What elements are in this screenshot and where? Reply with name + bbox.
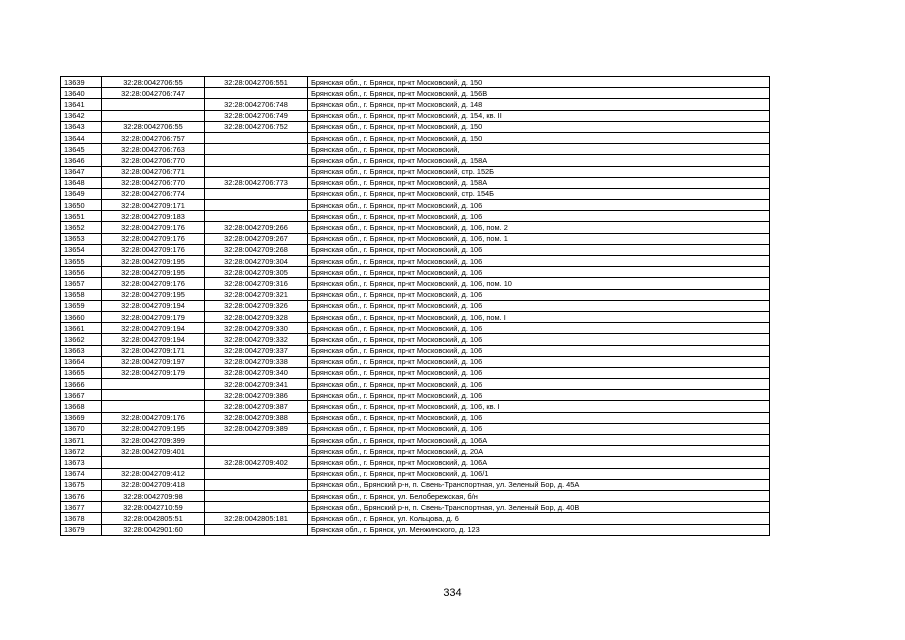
row-number-cell: 13650 [61,200,102,211]
table-row [61,423,770,434]
table-row [61,132,770,143]
row-number-cell: 13667 [61,390,102,401]
object-cadastral-number-cell [205,88,308,99]
table-row [61,479,770,490]
address-cell: Брянская обл., г. Брянск, пр-кт Московский, д. 106 [308,300,770,311]
row-number-cell: 13639 [61,77,102,88]
object-cadastral-number-cell: 32:28:0042709:330 [205,323,308,334]
row-number-cell: 13666 [61,379,102,390]
address-cell: Брянская обл., г. Брянск, пр-кт Московский, д. 106 [308,244,770,255]
table-row [61,233,770,244]
address-cell: Брянская обл., г. Брянск, пр-кт Московский, д. 154, кв. II [308,110,770,121]
table-row [61,490,770,501]
row-number-cell: 13647 [61,166,102,177]
land-cadastral-number-cell [102,99,205,110]
table-row [61,300,770,311]
object-cadastral-number-cell [205,155,308,166]
table-row [61,256,770,267]
row-number-cell: 13669 [61,412,102,423]
land-cadastral-number-cell [102,379,205,390]
table-row [61,457,770,468]
address-cell: Брянская обл., г. Брянск, ул. Кольцова, д. 6 [308,513,770,524]
object-cadastral-number-cell: 32:28:0042709:387 [205,401,308,412]
table-row [61,155,770,166]
table-row [61,77,770,88]
land-cadastral-number-cell: 32:28:0042709:195 [102,256,205,267]
table-row [61,356,770,367]
row-number-cell: 13646 [61,155,102,166]
land-cadastral-number-cell: 32:28:0042710:59 [102,502,205,513]
row-number-cell: 13671 [61,435,102,446]
object-cadastral-number-cell: 32:28:0042706:752 [205,121,308,132]
table-row [61,323,770,334]
table-row [61,345,770,356]
land-cadastral-number-cell: 32:28:0042709:179 [102,311,205,322]
land-cadastral-number-cell: 32:28:0042709:171 [102,345,205,356]
object-cadastral-number-cell [205,524,308,535]
object-cadastral-number-cell [205,211,308,222]
table-row [61,334,770,345]
address-cell: Брянская обл., г. Брянск, пр-кт Московский, д. 106А [308,457,770,468]
address-cell: Брянская обл., г. Брянск, пр-кт Московский, д. 106, пом. I [308,311,770,322]
land-cadastral-number-cell: 32:28:0042709:176 [102,222,205,233]
row-number-cell: 13645 [61,144,102,155]
row-number-cell: 13661 [61,323,102,334]
land-cadastral-number-cell: 32:28:0042709:176 [102,412,205,423]
object-cadastral-number-cell [205,200,308,211]
object-cadastral-number-cell: 32:28:0042706:748 [205,99,308,110]
table-row [61,367,770,378]
land-cadastral-number-cell: 32:28:0042709:194 [102,300,205,311]
address-cell: Брянская обл., г. Брянск, пр-кт Московский, [308,144,770,155]
land-cadastral-number-cell: 32:28:0042709:194 [102,323,205,334]
address-cell: Брянская обл., г. Брянск, пр-кт Московский, д. 106 [308,323,770,334]
object-cadastral-number-cell: 32:28:0042805:181 [205,513,308,524]
address-cell: Брянская обл., г. Брянск, пр-кт Московский, д. 158А [308,155,770,166]
land-cadastral-number-cell [102,457,205,468]
address-cell: Брянская обл., г. Брянск, пр-кт Московский, д. 158А [308,177,770,188]
row-number-cell: 13643 [61,121,102,132]
address-cell: Брянская обл., г. Брянск, пр-кт Московский, д. 106 [308,289,770,300]
address-cell: Брянская обл., г. Брянск, пр-кт Московский, д. 106 [308,256,770,267]
object-cadastral-number-cell: 32:28:0042709:386 [205,390,308,401]
table-row [61,200,770,211]
land-cadastral-number-cell: 32:28:0042805:51 [102,513,205,524]
table-row [61,311,770,322]
row-number-cell: 13653 [61,233,102,244]
address-cell: Брянская обл., г. Брянск, пр-кт Московский, д. 106 [308,356,770,367]
row-number-cell: 13659 [61,300,102,311]
row-number-cell: 13640 [61,88,102,99]
object-cadastral-number-cell: 32:28:0042709:337 [205,345,308,356]
land-cadastral-number-cell: 32:28:0042709:418 [102,479,205,490]
address-cell: Брянская обл., г. Брянск, пр-кт Московский, д. 106 [308,211,770,222]
land-cadastral-number-cell: 32:28:0042706:757 [102,132,205,143]
object-cadastral-number-cell [205,468,308,479]
object-cadastral-number-cell: 32:28:0042709:267 [205,233,308,244]
table-row [61,177,770,188]
object-cadastral-number-cell: 32:28:0042709:304 [205,256,308,267]
address-cell: Брянская обл., г. Брянск, пр-кт Московский, д. 106 [308,367,770,378]
land-cadastral-number-cell: 32:28:0042709:195 [102,423,205,434]
row-number-cell: 13677 [61,502,102,513]
object-cadastral-number-cell: 32:28:0042709:332 [205,334,308,345]
row-number-cell: 13649 [61,188,102,199]
object-cadastral-number-cell: 32:28:0042706:551 [205,77,308,88]
table-row [61,121,770,132]
row-number-cell: 13657 [61,278,102,289]
table-body [61,77,770,536]
address-cell: Брянская обл., г. Брянск, пр-кт Московский, стр. 152Б [308,166,770,177]
address-cell: Брянская обл., г. Брянск, пр-кт Московский, д. 150 [308,121,770,132]
table-row [61,222,770,233]
table-row [61,513,770,524]
land-cadastral-number-cell: 32:28:0042706:770 [102,155,205,166]
address-cell: Брянская обл., г. Брянск, пр-кт Московский, д. 106, пом. 2 [308,222,770,233]
land-cadastral-number-cell: 32:28:0042709:171 [102,200,205,211]
land-cadastral-number-cell: 32:28:0042709:399 [102,435,205,446]
row-number-cell: 13670 [61,423,102,434]
row-number-cell: 13660 [61,311,102,322]
land-cadastral-number-cell: 32:28:0042709:412 [102,468,205,479]
address-cell: Брянская обл., г. Брянск, пр-кт Московский, д. 106 [308,390,770,401]
object-cadastral-number-cell: 32:28:0042709:321 [205,289,308,300]
table-row [61,99,770,110]
table-row [61,88,770,99]
table-row [61,278,770,289]
object-cadastral-number-cell [205,502,308,513]
row-number-cell: 13651 [61,211,102,222]
land-cadastral-number-cell: 32:28:0042709:98 [102,490,205,501]
address-cell: Брянская обл., г. Брянск, пр-кт Московский, д. 106 [308,412,770,423]
object-cadastral-number-cell: 32:28:0042709:316 [205,278,308,289]
row-number-cell: 13662 [61,334,102,345]
row-number-cell: 13665 [61,367,102,378]
object-cadastral-number-cell: 32:28:0042709:389 [205,423,308,434]
page-number: 334 [443,587,462,599]
table-row [61,144,770,155]
address-cell: Брянская обл., Брянский р-н, п. Свень-Транспортная, ул. Зеленый Бор, д. 40В [308,502,770,513]
object-cadastral-number-cell: 32:28:0042709:338 [205,356,308,367]
table-row [61,379,770,390]
row-number-cell: 13641 [61,99,102,110]
object-cadastral-number-cell [205,479,308,490]
object-cadastral-number-cell [205,490,308,501]
land-cadastral-number-cell: 32:28:0042706:55 [102,77,205,88]
table-row [61,446,770,457]
land-cadastral-number-cell: 32:28:0042709:401 [102,446,205,457]
land-cadastral-number-cell: 32:28:0042706:747 [102,88,205,99]
land-cadastral-number-cell: 32:28:0042706:55 [102,121,205,132]
address-cell: Брянская обл., г. Брянск, ул. Белобережская, б/н [308,490,770,501]
object-cadastral-number-cell: 32:28:0042709:266 [205,222,308,233]
table-row [61,211,770,222]
row-number-cell: 13658 [61,289,102,300]
row-number-cell: 13676 [61,490,102,501]
land-cadastral-number-cell: 32:28:0042706:771 [102,166,205,177]
address-cell: Брянская обл., г. Брянск, пр-кт Московский, д. 106 [308,200,770,211]
address-cell: Брянская обл., г. Брянск, пр-кт Московский, д. 106, пом. 1 [308,233,770,244]
address-cell: Брянская обл., г. Брянск, пр-кт Московский, д. 156В [308,88,770,99]
land-cadastral-number-cell: 32:28:0042901:60 [102,524,205,535]
row-number-cell: 13655 [61,256,102,267]
table-row [61,289,770,300]
object-cadastral-number-cell: 32:28:0042709:326 [205,300,308,311]
table-row [61,435,770,446]
address-cell: Брянская обл., г. Брянск, пр-кт Московский, д. 106А [308,435,770,446]
table-row [61,166,770,177]
object-cadastral-number-cell [205,435,308,446]
table-row [61,468,770,479]
land-cadastral-number-cell: 32:28:0042709:197 [102,356,205,367]
address-cell: Брянская обл., г. Брянск, пр-кт Московский, д. 106 [308,267,770,278]
row-number-cell: 13679 [61,524,102,535]
row-number-cell: 13654 [61,244,102,255]
object-cadastral-number-cell [205,144,308,155]
land-cadastral-number-cell: 32:28:0042709:176 [102,233,205,244]
object-cadastral-number-cell [205,446,308,457]
address-cell: Брянская обл., г. Брянск, пр-кт Московский, д. 106 [308,379,770,390]
row-number-cell: 13675 [61,479,102,490]
table-row [61,188,770,199]
object-cadastral-number-cell: 32:28:0042709:340 [205,367,308,378]
object-cadastral-number-cell: 32:28:0042709:268 [205,244,308,255]
object-cadastral-number-cell [205,188,308,199]
land-cadastral-number-cell [102,110,205,121]
row-number-cell: 13656 [61,267,102,278]
object-cadastral-number-cell: 32:28:0042709:328 [205,311,308,322]
land-cadastral-number-cell: 32:28:0042709:194 [102,334,205,345]
table-row [61,502,770,513]
row-number-cell: 13663 [61,345,102,356]
address-cell: Брянская обл., Брянский р-н, п. Свень-Транспортная, ул. Зеленый Бор, д. 45А [308,479,770,490]
object-cadastral-number-cell: 32:28:0042709:305 [205,267,308,278]
land-cadastral-number-cell: 32:28:0042709:176 [102,278,205,289]
address-cell: Брянская обл., г. Брянск, пр-кт Московский, д. 150 [308,132,770,143]
land-cadastral-number-cell [102,401,205,412]
object-cadastral-number-cell: 32:28:0042706:749 [205,110,308,121]
land-cadastral-number-cell: 32:28:0042709:195 [102,267,205,278]
object-cadastral-number-cell: 32:28:0042709:388 [205,412,308,423]
land-cadastral-number-cell: 32:28:0042709:179 [102,367,205,378]
address-cell: Брянская обл., г. Брянск, пр-кт Московский, д. 106, пом. 10 [308,278,770,289]
row-number-cell: 13678 [61,513,102,524]
table-row [61,390,770,401]
land-cadastral-number-cell: 32:28:0042706:770 [102,177,205,188]
address-cell: Брянская обл., г. Брянск, пр-кт Московский, д. 150 [308,77,770,88]
table-row [61,110,770,121]
table-row [61,401,770,412]
address-cell: Брянская обл., г. Брянск, пр-кт Московский, д. 106 [308,334,770,345]
land-cadastral-number-cell: 32:28:0042706:763 [102,144,205,155]
row-number-cell: 13674 [61,468,102,479]
table-row [61,244,770,255]
row-number-cell: 13668 [61,401,102,412]
row-number-cell: 13673 [61,457,102,468]
row-number-cell: 13652 [61,222,102,233]
land-cadastral-number-cell [102,390,205,401]
address-cell: Брянская обл., г. Брянск, пр-кт Московский, д. 106 [308,345,770,356]
address-cell: Брянская обл., г. Брянск, пр-кт Московский, д. 106/1 [308,468,770,479]
object-cadastral-number-cell: 32:28:0042706:773 [205,177,308,188]
land-cadastral-number-cell: 32:28:0042709:195 [102,289,205,300]
address-cell: Брянская обл., г. Брянск, пр-кт Московский, д. 106 [308,423,770,434]
cadastral-table [60,76,770,536]
table-row [61,267,770,278]
table-row [61,524,770,535]
object-cadastral-number-cell [205,166,308,177]
object-cadastral-number-cell [205,132,308,143]
address-cell: Брянская обл., г. Брянск, пр-кт Московский, стр. 154Б [308,188,770,199]
row-number-cell: 13644 [61,132,102,143]
land-cadastral-number-cell: 32:28:0042709:183 [102,211,205,222]
row-number-cell: 13648 [61,177,102,188]
address-cell: Брянская обл., г. Брянск, ул. Менжинского, д. 123 [308,524,770,535]
address-cell: Брянская обл., г. Брянск, пр-кт Московский, д. 20А [308,446,770,457]
row-number-cell: 13664 [61,356,102,367]
object-cadastral-number-cell: 32:28:0042709:341 [205,379,308,390]
land-cadastral-number-cell: 32:28:0042709:176 [102,244,205,255]
address-cell: Брянская обл., г. Брянск, пр-кт Московский, д. 148 [308,99,770,110]
row-number-cell: 13642 [61,110,102,121]
table-row [61,412,770,423]
land-cadastral-number-cell: 32:28:0042706:774 [102,188,205,199]
object-cadastral-number-cell: 32:28:0042709:402 [205,457,308,468]
address-cell: Брянская обл., г. Брянск, пр-кт Московский, д. 106, кв. I [308,401,770,412]
row-number-cell: 13672 [61,446,102,457]
